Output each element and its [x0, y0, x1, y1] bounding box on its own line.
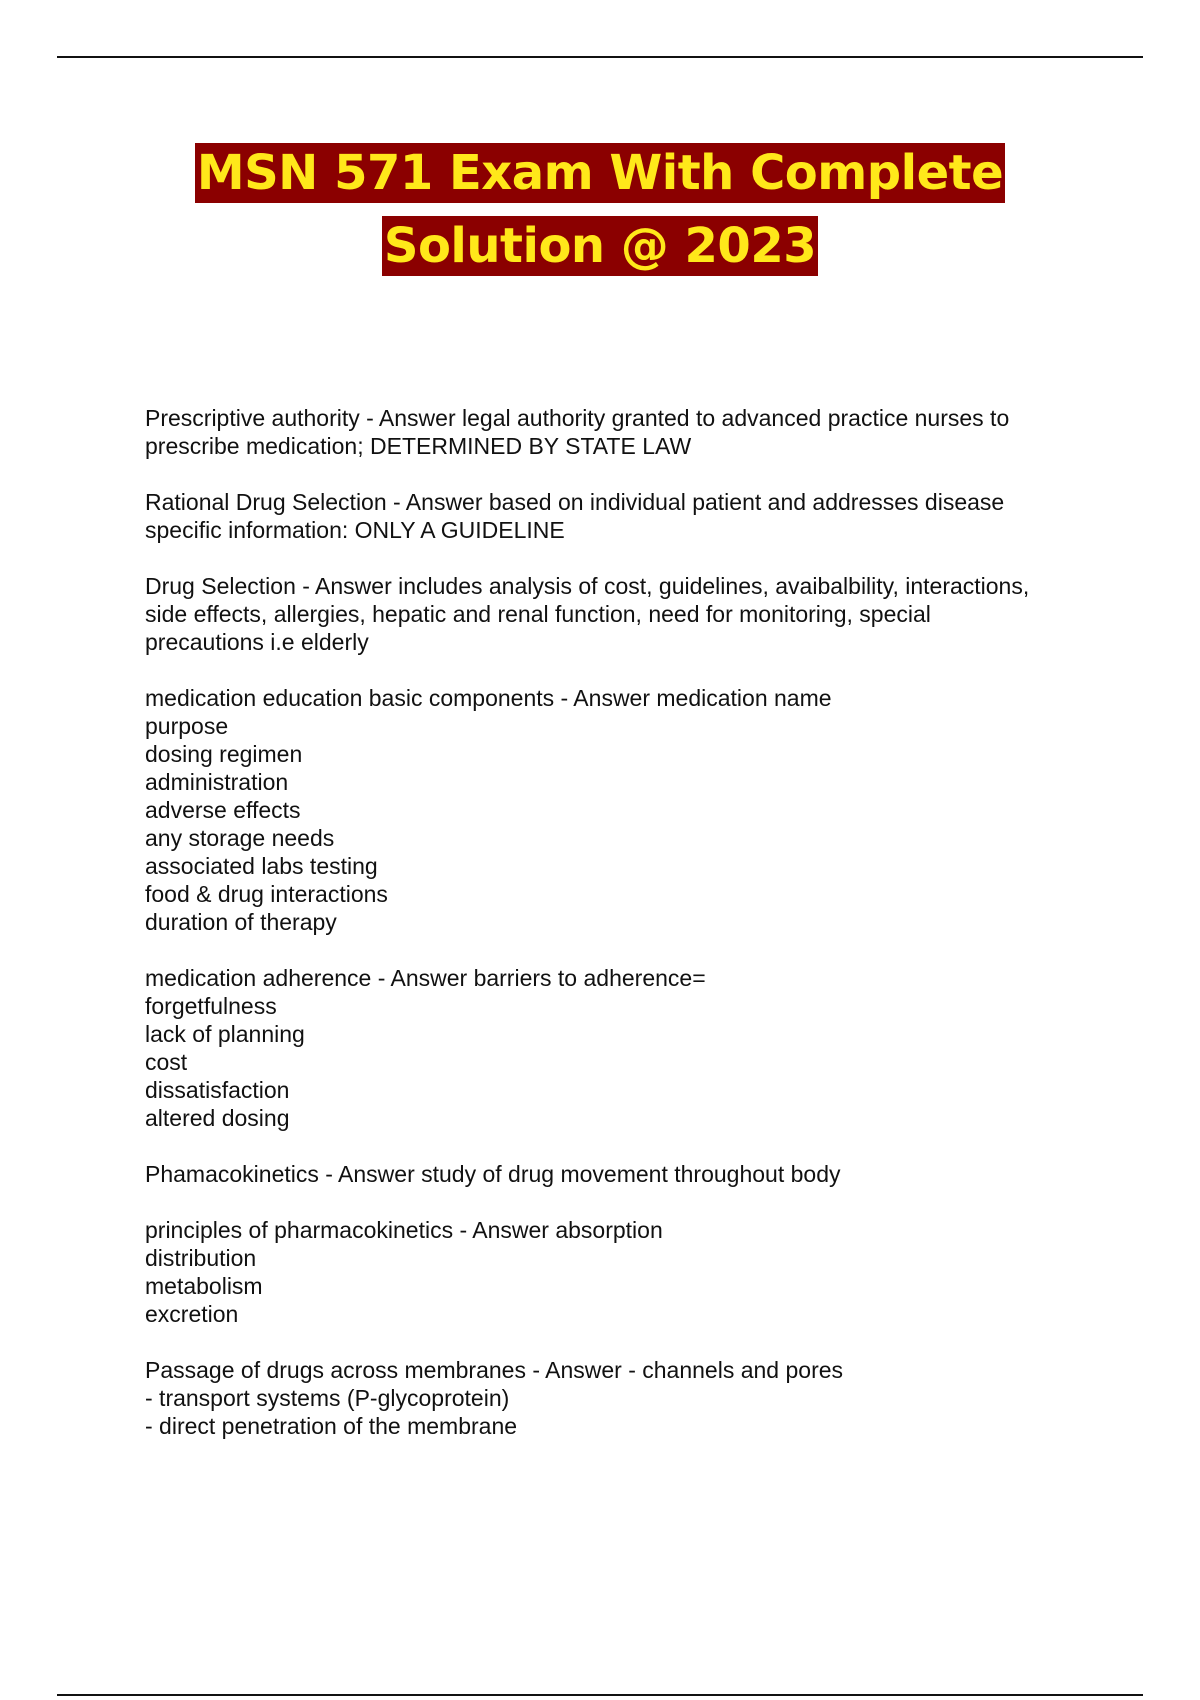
- qa-entry: [145, 1356, 1085, 1440]
- title-line-2: [0, 216, 1200, 289]
- qa-entry-term-line: Phamacokinetics - Answer study of drug movement throughout body: [145, 1161, 841, 1187]
- qa-entry-answer-line: dissatisfaction: [145, 1077, 290, 1103]
- page-title: [0, 143, 1200, 289]
- qa-entry-answer-line: administration: [145, 769, 289, 795]
- qa-entry-answer-line: side effects, allergies, hepatic and renal function, need for monitoring, special: [145, 601, 931, 627]
- qa-entry-answer-line: cost: [145, 1049, 188, 1075]
- qa-entry-answer-line: duration of therapy: [145, 909, 337, 935]
- qa-entry: [145, 488, 1085, 544]
- title-text-2: Solution @ 2023: [383, 218, 817, 274]
- qa-entry-term-line: Rational Drug Selection - Answer based on individual patient and addresses disease: [145, 489, 1005, 515]
- qa-entry-term-line: medication adherence - Answer barriers to adherence=: [145, 965, 706, 991]
- qa-entry-answer-line: - transport systems (P-glycoprotein): [145, 1385, 510, 1411]
- qa-entry-answer-line: purpose: [145, 713, 229, 739]
- qa-entry-answer-line: associated labs testing: [145, 853, 378, 879]
- qa-entry-term-line: medication education basic components - Answer medication name: [145, 685, 832, 711]
- qa-entry-answer-line: forgetfulness: [145, 993, 277, 1019]
- qa-entry: [145, 1216, 1085, 1328]
- qa-entry-answer-line: altered dosing: [145, 1105, 290, 1131]
- qa-entry-term-line: Drug Selection - Answer includes analysis of cost, guidelines, avaibalbility, interactions,: [145, 573, 1030, 599]
- qa-entry: [145, 1160, 1085, 1188]
- bottom-rule: [57, 1694, 1143, 1696]
- qa-entry: [145, 404, 1085, 460]
- qa-entry-term-line: principles of pharmacokinetics - Answer absorption: [145, 1217, 663, 1243]
- qa-entry: [145, 964, 1085, 1132]
- qa-entry-answer-line: adverse effects: [145, 797, 301, 823]
- qa-entry-answer-line: lack of planning: [145, 1021, 305, 1047]
- qa-entry-term-line: Passage of drugs across membranes - Answer - channels and pores: [145, 1357, 844, 1383]
- qa-entry-answer-line: food & drug interactions: [145, 881, 388, 907]
- qa-entry-answer-line: specific information: ONLY A GUIDELINE: [145, 517, 565, 543]
- qa-entry: [145, 684, 1085, 936]
- qa-entry-answer-line: excretion: [145, 1301, 239, 1327]
- qa-entry-term-line: Prescriptive authority - Answer legal authority granted to advanced practice nurses to: [145, 405, 1010, 431]
- qa-entry: [145, 572, 1085, 656]
- qa-entry-answer-line: - direct penetration of the membrane: [145, 1413, 518, 1439]
- qa-entry-answer-line: prescribe medication; DETERMINED BY STATE LAW: [145, 433, 692, 459]
- qa-entry-answer-line: precautions i.e elderly: [145, 629, 369, 655]
- title-text-1: MSN 571 Exam With Complete: [196, 145, 1004, 201]
- qa-list: [145, 404, 1085, 1468]
- qa-entry-answer-line: distribution: [145, 1245, 257, 1271]
- qa-entry-answer-line: metabolism: [145, 1273, 263, 1299]
- top-rule: [57, 56, 1143, 58]
- qa-entry-answer-line: any storage needs: [145, 825, 335, 851]
- title-line-1: [0, 143, 1200, 216]
- qa-entry-answer-line: dosing regimen: [145, 741, 303, 767]
